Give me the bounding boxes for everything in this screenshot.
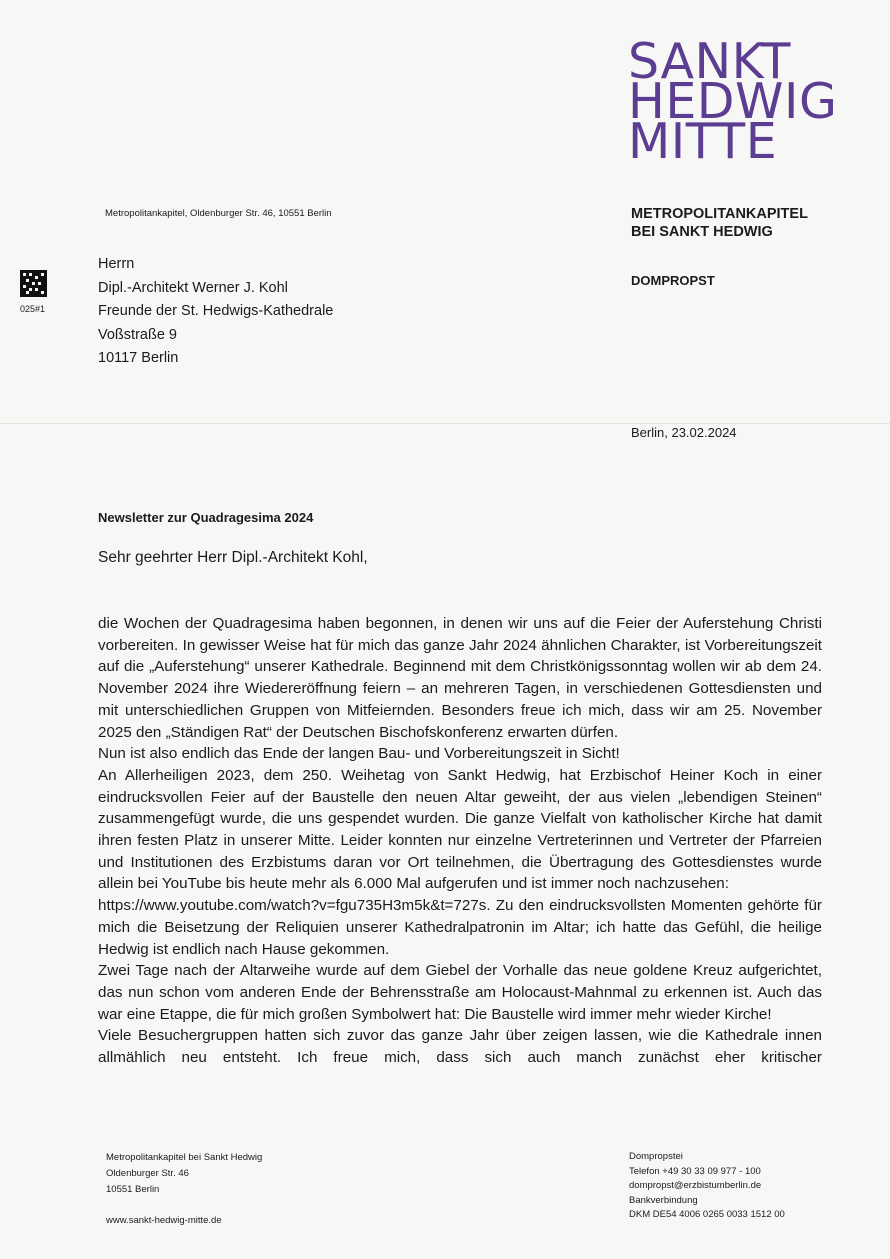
body-paragraph: Zwei Tage nach der Altarweihe wurde auf dem Giebel der Vorhalle das neue goldene Kreuz aufgerichtet, das nun schon vom anderen Ende der Behrensstraße am Holocaust-Mahnmal zu erkennen ist. Auch das war eine Etappe, die für mich großen Symbolwert hat: Die Baustelle wird immer mehr wieder Kirche! — [98, 962, 822, 1023]
footer-line: Dompropstei — [629, 1151, 683, 1162]
recipient-street: Voßstraße 9 — [98, 326, 177, 343]
organization-name-line: BEI SANKT HEDWIG — [631, 224, 773, 240]
footer-line: DKM DE54 4006 0265 0033 1512 00 — [629, 1209, 785, 1220]
body-paragraph: https://www.youtube.com/watch?v=fgu735H3m5k&t=727s. Zu den eindrucksvollsten Momenten gehörte für mich die Beisetzung der Reliquien unserer Kathedralpatronin im Altar; ich hatte das Gefühl, die heilige Hedwig ist endlich nach Hause gekommen. — [98, 897, 822, 958]
paper-fold-line — [0, 423, 890, 424]
footer-line: dompropst@erzbistumberlin.de — [629, 1180, 762, 1191]
letter-greeting: Sehr geehrter Herr Dipl.-Architekt Kohl, — [98, 549, 368, 566]
recipient-city: 10117 Berlin — [98, 350, 179, 366]
letter-date: Berlin, 23.02.2024 — [631, 425, 737, 440]
logo-line: HEDWIG — [628, 73, 838, 130]
footer-line: 10551 Berlin — [106, 1184, 160, 1195]
footer-address — [106, 1150, 262, 1198]
recipient-address — [98, 253, 333, 371]
recipient-organization: Freunde der St. Hedwigs-Kathedrale — [98, 303, 334, 319]
sender-organization — [631, 205, 808, 241]
letter-subject: Newsletter zur Quadragesima 2024 — [98, 510, 314, 525]
footer-contact — [629, 1150, 785, 1223]
recipient-salutation: Herrn — [98, 256, 135, 272]
sankt-hedwig-mitte-logo — [628, 33, 838, 170]
return-address: Metropolitankapitel, Oldenburger Str. 46, 10551 Berlin — [105, 208, 332, 219]
footer-website: www.sankt-hedwig-mitte.de — [106, 1215, 222, 1226]
logo-line: MITTE — [628, 113, 778, 170]
bleed-through-text — [110, 92, 111, 106]
logo-line: SANKT — [628, 33, 791, 90]
footer-line: Metropolitankapitel bei Sankt Hedwig — [106, 1152, 263, 1163]
footer-line: Bankverbindung — [629, 1194, 698, 1206]
body-paragraph: die Wochen der Quadragesima haben begonnen, in denen wir uns auf die Feier der Auferstehung Christi vorbereiten. In gewisser Weise hat für mich das ganze Jahr 2024 ähnlichen Charakter, ist Vorbereitungszeit auf die „Auferstehung“ unserer Kathedrale. Beginnend mit dem Christkönigssonntag wollen wir ab dem 24. November 2024 ihre Wiedereröffnung feiern – an mehreren Tagen, in verschiedenen Gottesdiensten und mit unterschiedlichen Gruppen von Mitfeiernden. Besonders freue ich mich, dass wir am 25. November 2025 den „Ständigen Rat“ der Deutschen Bischofskonferenz erwarten dürfen. — [98, 615, 822, 741]
body-paragraph: Nun ist also endlich das Ende der langen Bau- und Vorbereitungszeit in Sicht! — [98, 745, 620, 763]
recipient-name: Dipl.-Architekt Werner J. Kohl — [98, 279, 288, 296]
body-paragraph: Viele Besuchergruppen hatten sich zuvor das ganze Jahr über zeigen lassen, wie die Kathedrale innen allmählich neu entsteht. Ich freue mich, dass sich auch manch zunächst eher kritischer — [98, 1027, 822, 1067]
sender-role: DOMPROPST — [631, 273, 715, 288]
footer-line: Telefon +49 30 33 09 977 - 100 — [629, 1165, 761, 1177]
footer-line: Oldenburger Str. 46 — [106, 1168, 189, 1179]
datamatrix-code — [20, 270, 47, 297]
letter-body — [98, 613, 822, 1069]
organization-name-line: METROPOLITANKAPITEL — [631, 206, 808, 222]
body-paragraph: An Allerheiligen 2023, dem 250. Weihetag von Sankt Hedwig, hat Erzbischof Heiner Koch in einer eindrucksvollen Feier auf der Baustelle den neuen Altar geweiht, der aus vielen „lebendigen Steinen“ zusammengefügt wurde, die uns gespendet wurden. Die ganze Vielfalt von katholischer Kirche hat damit ihren festen Platz in unserer Mitte. Leider konnten nur einzelne Vertreterinnen und Vertreter der Pfarreien und Institutionen des Erzbistums daran vor Ort teilnehmen, die Übertragung des Gottesdienstes wurde allein bei YouTube bis heute mehr als 6.000 Mal aufgerufen und ist immer noch nachzusehen: — [98, 766, 822, 893]
document-id: 025#1 — [20, 304, 46, 314]
